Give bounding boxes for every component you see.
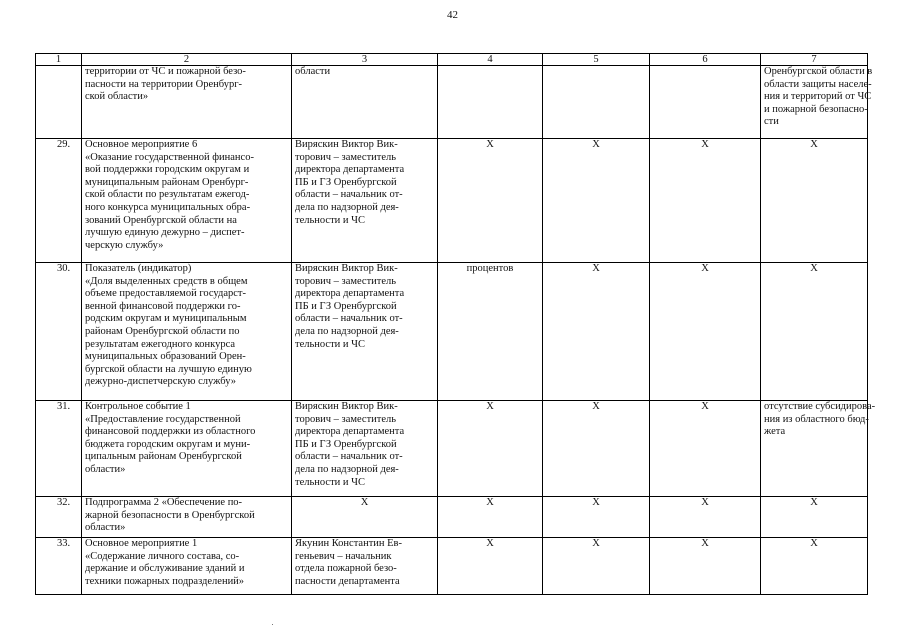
responsible-text-line: директора департамента [295,164,405,176]
measure-text-line: территории от ЧС и пожарной безо- [85,66,246,77]
measure-name-cell [82,139,292,263]
col4-cell: Х [438,538,543,595]
result-cell [761,263,868,401]
result-cell [761,497,868,538]
measure-text-line: объеме предоставляемой государст- [85,288,246,300]
responsible-cell [292,497,438,538]
row-number-cell: 31. [36,401,82,497]
result-cell [761,538,868,595]
measure-name-cell [82,263,292,401]
page-number: 42 [447,9,458,21]
result-text-line: ния и территорий от ЧС [764,91,872,103]
row-number-cell: 30. [36,263,82,401]
responsible-text-line: дела по надзорной дея- [295,325,399,337]
result-text-line: Х [810,139,818,150]
column-header: 3 [292,54,438,66]
col5-cell: Х [543,139,650,263]
responsible-text-line: отдела пожарной безо- [295,563,397,575]
measure-text-line: муниципальным районам Оренбург- [85,176,249,188]
col4-cell [438,66,543,139]
measure-text-line: «Предоставление государственной [85,413,241,425]
col4-cell: процентов [438,263,543,401]
col5-cell: Х [543,401,650,497]
column-header: 7 [761,54,868,66]
result-text-line: отсутствие субсидирова- [764,401,876,412]
result-text-line: Х [810,263,818,274]
col5-cell: Х [543,263,650,401]
col6-cell [650,66,761,139]
measure-text-line: дежурно-диспетчерскую службу» [85,376,236,388]
responsible-cell [292,401,438,497]
table-body [36,54,876,595]
col6-cell: Х [650,139,761,263]
measure-text-line: техники пожарных подразделений» [85,575,245,587]
measure-text-line: черскую службу» [85,239,164,251]
measure-text-line: «Доля выделенных средств в общем [85,275,248,287]
responsible-text-line: торович – заместитель [295,275,397,287]
measure-text-line: вой поддержки городским округам и [85,164,250,176]
measure-text-line: районам Оренбургской области по [85,325,240,337]
measure-text-line: пасности на территории Оренбург- [85,78,243,90]
responsible-text-line: геньевич – начальник [295,550,392,562]
col6-cell: Х [650,538,761,595]
measure-text-line: ципальным районам Оренбургской [85,451,242,463]
measure-text-line: держание и обслуживание зданий и [85,563,245,575]
row-number-cell: 33. [36,538,82,595]
measure-text-line: «Содержание личного состава, со- [85,550,240,562]
responsible-text-line: торович – заместитель [295,151,397,163]
responsible-text-line: тельности и ЧС [295,338,365,350]
measure-text-line: бургской области на лучшую единую [85,363,252,375]
responsible-text-line: дела по надзорной дея- [295,201,399,213]
responsible-text-line: Х [360,497,369,508]
measure-text-line: области» [85,463,126,475]
responsible-text-line: тельности и ЧС [295,476,365,488]
column-header: 6 [650,54,761,66]
table-row [36,497,868,538]
measure-text-line: Контрольное событие 1 [85,401,191,412]
measure-text-line: Основное мероприятие 6 [85,139,198,150]
responsible-text-line: Виряскин Виктор Вик- [295,401,398,412]
col6-cell: Х [650,497,761,538]
responsible-text-line: ПБ и ГЗ Оренбургской [295,300,397,312]
responsible-text-line: тельности и ЧС [295,214,365,226]
measure-name-cell [82,538,292,595]
result-text-line: жета [764,426,786,438]
col6-cell: Х [650,263,761,401]
responsible-text-line: области [295,66,331,77]
measure-text-line: области» [85,522,126,534]
responsible-cell [292,66,438,139]
measure-text-line: жарной безопасности в Оренбургской [85,509,255,521]
measure-text-line: родским округам и муниципальным [85,313,247,325]
responsible-text-line: ПБ и ГЗ Оренбургской [295,438,397,450]
result-text-line: области защиты населе- [764,78,872,90]
responsible-text-line: Виряскин Виктор Вик- [295,263,398,274]
result-cell [761,66,873,139]
measure-text-line: бюджета городским округам и муни- [85,438,251,450]
responsible-cell [292,538,438,595]
measure-text-line: Показатель (индикатор) [85,263,192,274]
responsible-text-line: области – начальник от- [295,451,403,463]
measure-name-cell [82,66,292,139]
table-row [36,538,868,595]
column-header: 5 [543,54,650,66]
result-text-line: ния из областного бюд- [764,413,869,425]
responsible-cell [292,139,438,263]
col4-cell: Х [438,401,543,497]
col4-cell: Х [438,139,543,263]
responsible-text-line: директора департамента [295,426,405,438]
measure-text-line: Основное мероприятие 1 [85,538,198,549]
measure-text-line: венной финансовой поддержки го- [85,300,241,312]
responsible-text-line: торович – заместитель [295,413,397,425]
responsible-cell [292,263,438,401]
measure-name-cell [82,497,292,538]
responsible-text-line: пасности департамента [295,575,400,587]
table-row [36,263,868,401]
table-row [36,139,868,263]
row-number-cell: 29. [36,139,82,263]
col5-cell: Х [543,497,650,538]
column-header: 4 [438,54,543,66]
row-number-cell: 32. [36,497,82,538]
column-header: 2 [82,54,292,66]
result-cell [761,139,868,263]
result-text-line: и пожарной безопасно- [764,103,868,115]
result-cell [761,401,876,497]
responsible-text-line: Якунин Константин Ев- [295,538,403,549]
table-row [36,401,868,497]
measures-table [35,53,876,595]
measure-text-line: ного конкурса муниципальных обра- [85,201,251,213]
measure-text-line: ской области» [85,91,149,103]
scan-speck [272,624,273,625]
result-text-line: сти [764,116,779,128]
responsible-text-line: директора департамента [295,288,405,300]
result-text-line: Оренбургской области в [764,66,873,77]
responsible-text-line: дела по надзорной дея- [295,463,399,475]
result-text-line: Х [810,538,818,549]
col4-cell: Х [438,497,543,538]
column-number-row [36,54,868,66]
measure-name-cell [82,401,292,497]
row-number-cell [36,66,82,139]
col6-cell: Х [650,401,761,497]
measure-text-line: муниципальных образований Орен- [85,351,246,363]
responsible-text-line: области – начальник от- [295,313,403,325]
responsible-text-line: ПБ и ГЗ Оренбургской [295,176,397,188]
col5-cell: Х [543,538,650,595]
measure-text-line: Подпрограмма 2 «Обеспечение по- [85,497,243,508]
measure-text-line: финансовой поддержки из областного [85,426,256,438]
measure-text-line: лучшую единую дежурно – диспет- [85,227,245,239]
measure-text-line: «Оказание государственной финансо- [85,151,254,163]
table-row [36,66,868,139]
measure-text-line: зований Оренбургской области на [85,214,237,226]
measure-text-line: результатам ежегодного конкурса [85,338,236,350]
column-header: 1 [36,54,82,66]
result-text-line: Х [810,497,818,508]
responsible-text-line: Виряскин Виктор Вик- [295,139,398,150]
responsible-text-line: области – начальник от- [295,189,403,201]
col5-cell [543,66,650,139]
measure-text-line: ской области по результатам ежегод- [85,189,250,201]
